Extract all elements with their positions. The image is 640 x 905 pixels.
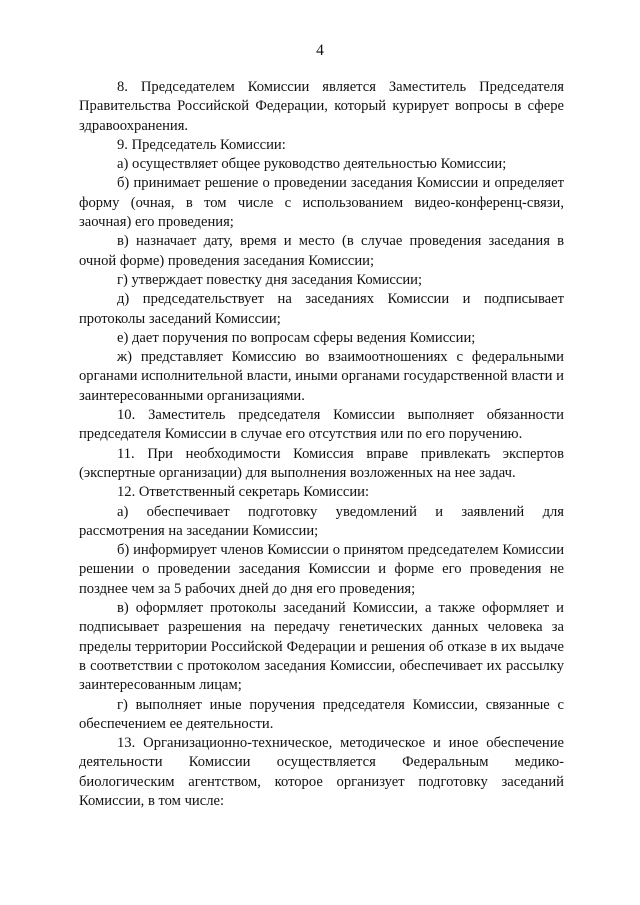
paragraph-10: 10. Заместитель председателя Комиссии выполняет обязанности председателя Комиссии в случае его отсутствия или по его поручению. <box>79 407 564 443</box>
paragraph-12g: г) выполняет иные поручения председателя Комиссии, связанные с обеспечением ее деятельности. <box>79 696 564 732</box>
paragraph-11: 11. При необходимости Комиссия вправе привлекать экспертов (экспертные организации) для выполнения возложенных на нее задач. <box>79 445 564 481</box>
paragraph-9b: б) принимает решение о проведении заседания Комиссии и определяет форму (очная, в том числе с использованием видео-конференц-связи, заочная) его проведения; <box>79 175 564 231</box>
paragraph-9g: г) утверждает повестку дня заседания Комиссии; <box>117 271 423 288</box>
paragraph-9v: в) назначает дату, время и место (в случае проведения заседания в очной форме) проведения заседания Комиссии; <box>79 233 564 269</box>
paragraph-9d: д) председательствует на заседаниях Комиссии и подписывает протоколы заседаний Комиссии; <box>79 291 564 327</box>
paragraph-12a: а) обеспечивает подготовку уведомлений и заявлений для рассмотрения на заседании Комиссии; <box>79 503 564 539</box>
paragraph-12v: в) оформляет протоколы заседаний Комиссии, а также оформляет и подписывает разрешения на передачу генетических данных человека за пределы территории Российской Федерации и решения об отказе в их выдаче в соответствии с протоколом заседания Комиссии, обеспечивает их рассылку заинтересованным лицам; <box>79 600 564 694</box>
paragraph-9e: е) дает поручения по вопросам сферы ведения Комиссии; <box>117 329 476 346</box>
paragraph-12b: б) информирует членов Комиссии о принятом председателем Комиссии решении о проведении заседания Комиссии и форме его проведения не позднее чем за 5 рабочих дней до дня его проведения; <box>79 542 564 597</box>
paragraph-13: 13. Организационно-техническое, методическое и иное обеспечение деятельности Комиссии осуществляется Федеральным медико-биологическим агентством, которое организует подготовку заседаний Комиссии, в том числе: <box>79 735 564 809</box>
document-body <box>79 78 564 811</box>
paragraph-9: 9. Председатель Комиссии: <box>117 136 286 153</box>
paragraph-9a: а) осуществляет общее руководство деятельностью Комиссии; <box>117 156 507 173</box>
page-number: 4 <box>316 42 324 59</box>
paragraph-8: 8. Председателем Комиссии является Заместитель Председателя Правительства Российской Федерации, который курирует вопросы в сфере здравоохранения. <box>79 79 564 134</box>
paragraph-9zh: ж) представляет Комиссию во взаимоотношениях с федеральными органами исполнительной власти, иными органами государственной власти и заинтересованными организациями. <box>79 349 564 404</box>
paragraph-12: 12. Ответственный секретарь Комиссии: <box>117 484 369 501</box>
